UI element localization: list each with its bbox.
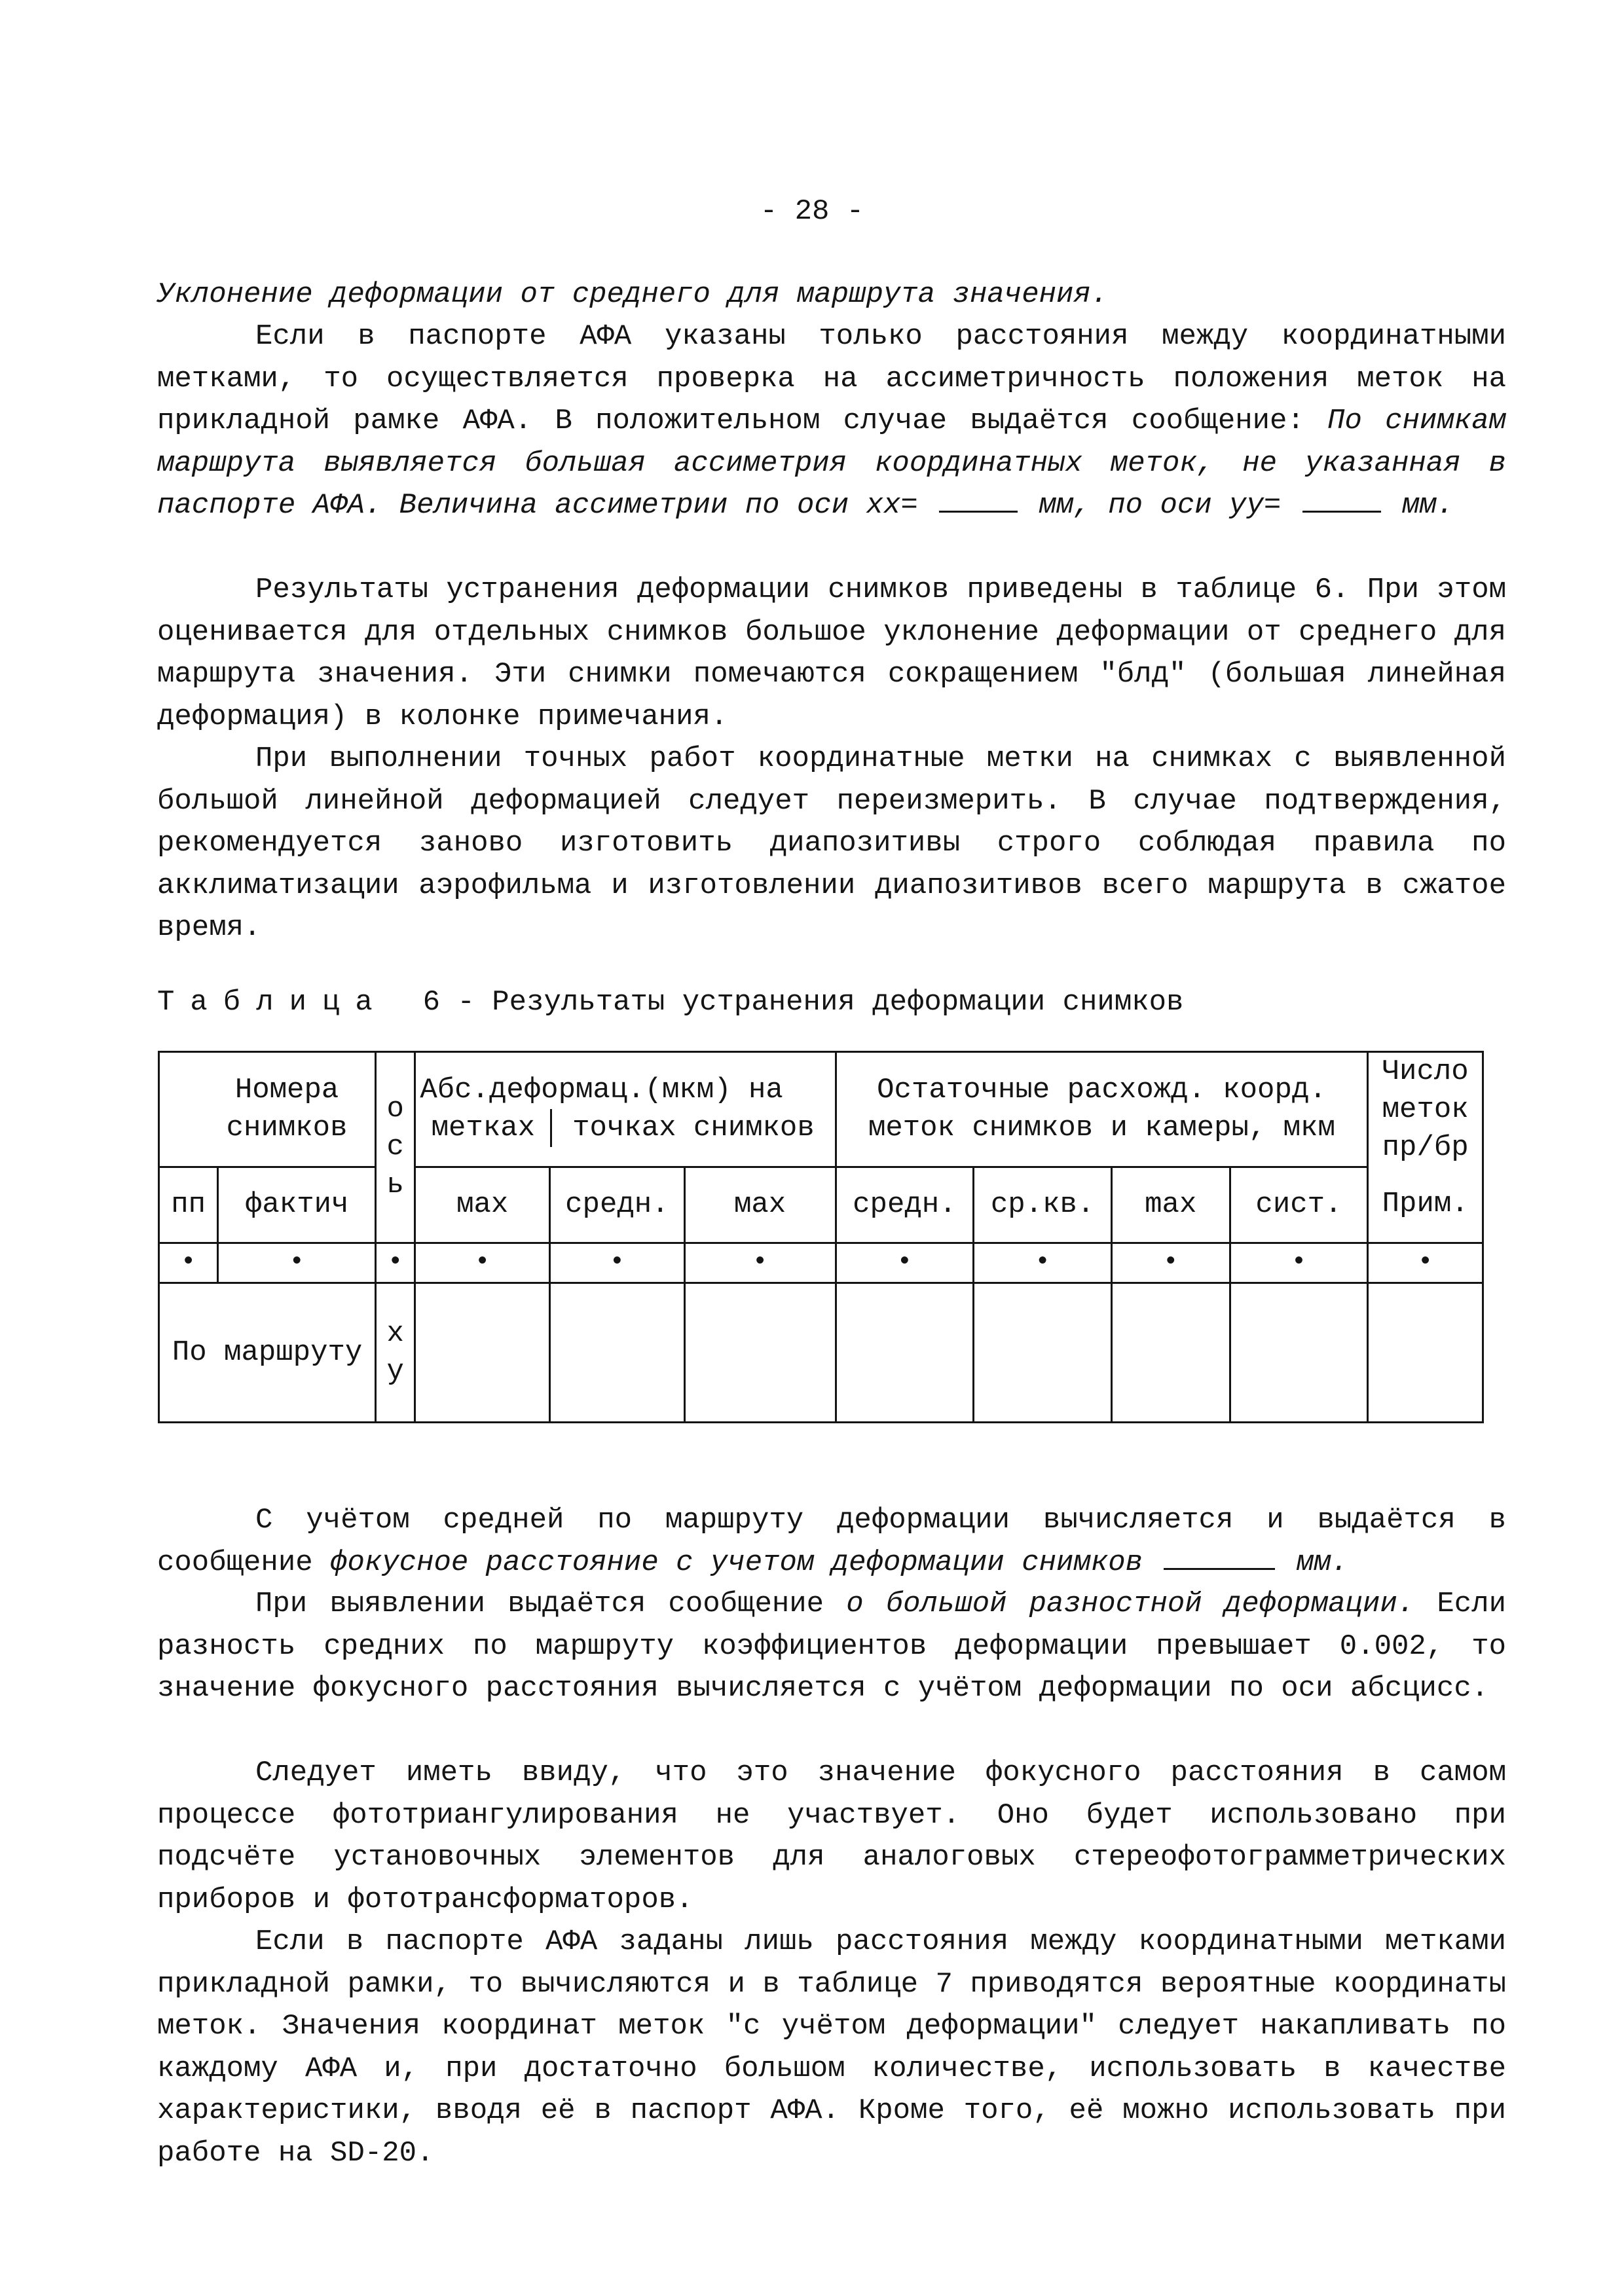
header-note: Прим. <box>1368 1167 1483 1243</box>
route-cell <box>415 1283 550 1422</box>
header-syst-residual: сист. <box>1230 1167 1368 1243</box>
table-caption <box>157 986 1183 1019</box>
route-cell <box>974 1283 1112 1422</box>
paragraph-6 <box>157 1752 1506 1921</box>
header-max-marks: мах <box>415 1167 550 1243</box>
deformation-table <box>158 1051 1484 1423</box>
paragraph-5 <box>157 1583 1506 1710</box>
paragraph-3 <box>157 738 1506 949</box>
header-residual-line1: Остаточные расхожд. коорд. <box>877 1074 1327 1107</box>
table-dots-row <box>159 1243 1483 1283</box>
paragraph-0: Уклонение деформации от среднего для маршрута значения. <box>157 278 1109 311</box>
route-axis-y: у <box>386 1355 404 1388</box>
header-abs-deform-sub <box>416 1109 834 1147</box>
header-residual-line2: меток снимков и камеры, мкм <box>868 1112 1335 1145</box>
paragraph-4 <box>157 1499 1506 1584</box>
route-cell <box>1230 1283 1368 1422</box>
header-mean-residual: средн. <box>836 1167 974 1243</box>
dots-cell: • <box>1368 1243 1483 1283</box>
route-label: По маршруту <box>159 1283 376 1422</box>
paragraph-5-rest: Если разность средних по маршруту коэффициентов деформации превышает 0.002, то значение фокусного расстояния вычисляется с учётом деформации по оси абсцисс. <box>157 1588 1506 1705</box>
paragraph-2-text: Результаты устранения деформации снимков приведены в таблице 6. При этом оценивается для отдельных снимков большое уклонение деформации от среднего для маршрута значения. Эти снимки помечаются сокращением "блд" (большая линейная деформация) в колонке примечания. <box>157 574 1506 733</box>
yy-blank <box>1302 511 1381 513</box>
dots-cell: • <box>684 1243 836 1283</box>
dots-cell: • <box>550 1243 685 1283</box>
route-cell <box>684 1283 836 1422</box>
header-max-residual: max <box>1111 1167 1230 1243</box>
paragraph-1-intro: Если в паспорте АФА указаны только расстояния между координатными метками, то осуществляется проверка на ассиметричность положения меток на прикладной рамке АФА. В положительном случае выдаётся сообщение: <box>157 320 1506 437</box>
table-caption-text: 6 - Результаты устранения деформации снимков <box>422 986 1184 1019</box>
paragraph-5-message: о большой разностной деформации. <box>846 1588 1415 1620</box>
paragraph-4-message: фокусное расстояние с учетом деформации снимков <box>330 1546 1143 1579</box>
dots-cell: • <box>974 1243 1112 1283</box>
paragraph-7-text: Если в паспорте АФА заданы лишь расстояния между координатными метками прикладной рамки, то вычисляются и в таблице 7 приводятся вероятные координаты меток. Значения координат меток "с учётом деформации" следует накапливать по каждому АФА и, при достаточно большом количестве, использовать в качестве характеристики, вводя её в паспорт АФА. Кроме того, её можно использовать при работе на SD-20. <box>157 1925 1506 2170</box>
header-count: Число меток пр/бр <box>1368 1052 1483 1167</box>
dots-cell: • <box>1111 1243 1230 1283</box>
table-route-row <box>159 1283 1483 1422</box>
paragraph-5-intro: При выявлении выдаётся сообщение <box>255 1588 847 1620</box>
header-actual: фактич <box>218 1167 376 1243</box>
paragraph-2 <box>157 569 1506 738</box>
paragraph-1-message: По снимкам маршрута выявляется большая ассиметрия координатных меток, не указанная в паспорте АФА. Величина ассиметрии по оси хх= <box>157 405 1507 522</box>
header-marks: метках <box>416 1109 552 1147</box>
dots-cell: • <box>1230 1243 1368 1283</box>
header-points: точках снимков <box>572 1112 815 1145</box>
paragraph-1-unit1: мм, по оси уу= <box>1039 489 1282 522</box>
header-axis: о с ь <box>376 1052 415 1243</box>
page-number: - 28 - <box>760 195 864 228</box>
table-header-row-1 <box>159 1052 1483 1167</box>
dots-cell: • <box>159 1243 218 1283</box>
paragraph-7 <box>157 1921 1506 2174</box>
header-mean-points: средн. <box>550 1167 685 1243</box>
focal-blank <box>1164 1568 1275 1570</box>
xx-blank <box>939 511 1018 513</box>
route-cell <box>1111 1283 1230 1422</box>
paragraph-6-text: Следует иметь ввиду, что это значение фокусного расстояния в самом процессе фототриангулирования не участвует. Оно будет использовано при подсчёте установочных элементов для аналоговых стереофотограмметрических приборов и фототрансформаторов. <box>157 1757 1506 1916</box>
header-abs-deform <box>415 1052 836 1167</box>
route-cell <box>550 1283 685 1422</box>
route-axis-x: х <box>386 1317 404 1350</box>
header-rms-residual: ср.кв. <box>974 1167 1112 1243</box>
paragraph-1 <box>157 316 1506 527</box>
dots-cell: • <box>218 1243 376 1283</box>
route-cell <box>1368 1283 1483 1422</box>
header-abs-deform-title: Абс.деформац.(мкм) на <box>420 1074 783 1107</box>
route-cell <box>836 1283 974 1422</box>
dots-cell: • <box>415 1243 550 1283</box>
route-axis <box>376 1283 415 1422</box>
header-pp: пп <box>159 1167 218 1243</box>
table-caption-word: Таблица <box>157 986 388 1019</box>
paragraph-3-text: При выполнении точных работ координатные метки на снимках с выявленной большой линейной деформацией следует переизмерить. В случае подтверждения, рекомендуется заново изготовить диапозитивы строго соблюдая правила по акклиматизации аэрофильма и изготовлении диапозитивов всего маршрута в сжатое время. <box>157 742 1506 944</box>
dots-cell: • <box>836 1243 974 1283</box>
header-numbers: Номера снимков <box>159 1052 376 1167</box>
header-residual <box>836 1052 1368 1167</box>
paragraph-1-unit2: мм. <box>1402 489 1454 522</box>
header-max-points: мах <box>684 1167 836 1243</box>
paragraph-4-unit: мм. <box>1296 1546 1349 1579</box>
table-header-row-2 <box>159 1167 1483 1243</box>
paragraph-4-intro: С учётом средней по маршруту деформации вычисляется и выдаётся в сообщение <box>157 1504 1506 1579</box>
dots-cell: • <box>376 1243 415 1283</box>
